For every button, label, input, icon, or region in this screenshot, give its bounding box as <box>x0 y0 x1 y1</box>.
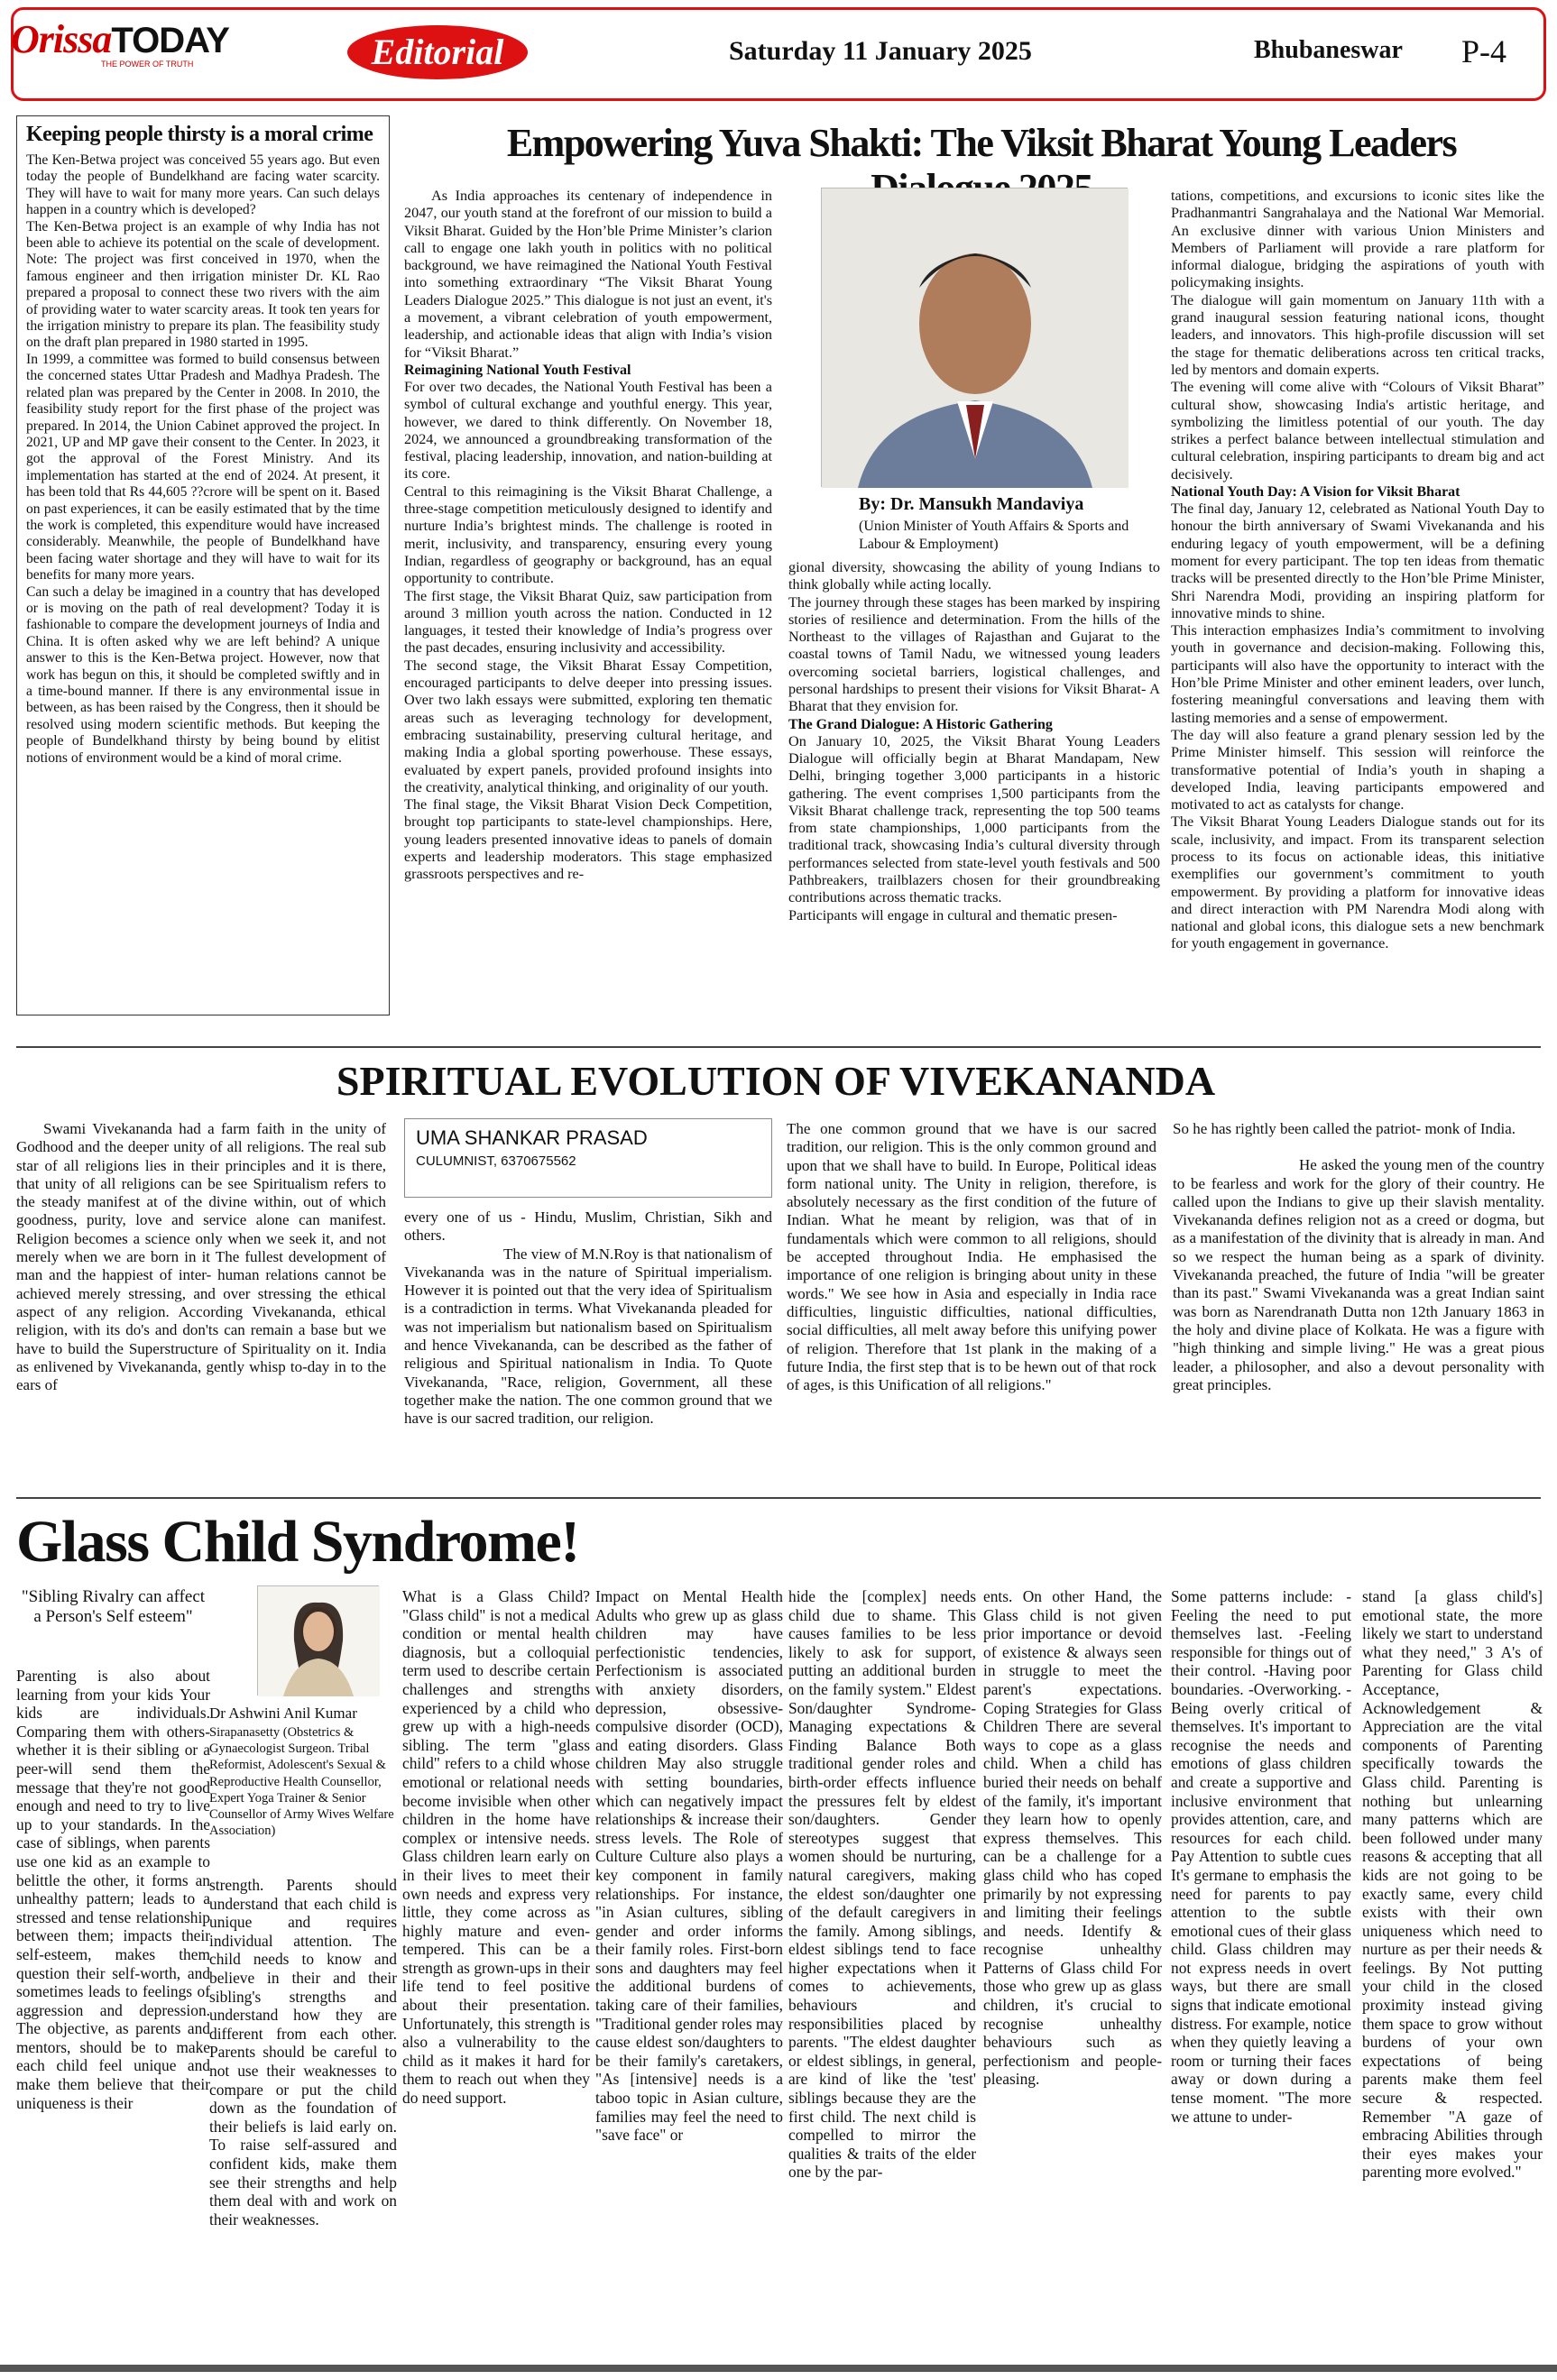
author-box <box>404 1118 772 1198</box>
viveka-para: Swami Vivekananda had a farm faith in the unity of Godhood and the deeper unity of all religions. The real sub star of all religions lies in their principles and it is there, that unity of all religions can be see Spiritualism refers to the steady manifest at of the divine within, out of which goodness, purity, love and service alone can manifest. Religion becomes a science only when we seek it, and not merely when we are born in it The fullest development of man and the happiest of inter- human relations cannot be achieved merely stressing, and over stressing the ethical aspect of any religion. According Vivekananda, ethical religion, with its do's and don'ts can remain a base but we have to build the Superstructure of Spirituality on it. India as enlivened by Vivekananda, gently whisp to-day in to the ears of <box>16 1120 386 1394</box>
logo-today: TODAY <box>111 21 229 60</box>
yuva-byline: By: Dr. Mansukh Mandaviya <box>859 494 1084 514</box>
glass-para: Parenting is also about learning from your kids Your kids are individuals. Comparing them with others-whether it is their sibling or a peer-will send them the message that they're not good enough and need to try to live up to your standards. In the case of siblings, when parents use one kid as an example to belittle the other, it forms an unhealthy pattern; leads to a stressed and tense relationship between them; impacts their self-esteem, makes them question their self-worth, and sometimes leads to feelings of aggression and depression. The objective, as parents and mentors, should be to make each child feel unique and make them believe that their uniqueness is their <box>16 1667 210 2112</box>
issue-date: Saturday 11 January 2025 <box>729 36 1032 66</box>
glass-para: Impact on Mental Health Adults who grew up as glass children may have perfectionistic tendencies, Perfectionism is associated with anxiety disorders, depression, obsessive-compulsive disorder (OCD), and eating disorders. Glass children May also struggle with setting boundaries, which can negatively impact relationships & increase their stress levels. The Role of Culture Culture also plays a key component in family relationships. For instance, "in Asian cultures, sibling gender and order informs their family roles. First-born sons and daughters may feel the additional burdens of taking care of their families, "Traditional gender roles may cause eldest son/daughters to be their family's caretakers, "As [intensive] needs is a taboo topic in Asian culture, families may feel the need to "save face" or <box>595 1587 783 2145</box>
glass-col7 <box>1171 1587 1351 2126</box>
portrait-icon <box>822 188 1129 488</box>
viveka-col3 <box>787 1120 1156 1394</box>
moral-para: Can such a delay be imagined in a country that has developed or is moving on the path of real development? Today it is fashionable to compare the development journeys of India and China. It is often asked why we are left behind? A unique answer to this is the Ken-Betwa project. However, now that work has begun on this, it should be completed swiftly and in a time-bound manner. If there is any environmental issue in between, as has been raised by the Congress, then it should be resolved using modern scientific methods. But keeping the people of Bundelkhand thirsty by being bound by elitist notions of environment would be a kind of moral crime. <box>26 584 380 766</box>
logo-name: Orissa <box>11 17 112 61</box>
moral-crime-article <box>16 115 390 1015</box>
viveka-para: The view of M.N.Roy is that nationalism of Vivekananda was in the nature of Spiritual imperialism. However it is pointed out that the very idea of Spiritualism is a contradiction in terms. What Vivekananda pleaded for was not imperialism but nationalism based on Spiritualism and hence Vivekananda, can be described as the father of religious and Spiritual nationalism in India. To Quote Vivekananda, "Race, religion, Government, all these together make the nation. The one common ground that we have is our sacred tradition, our religion. <box>404 1245 772 1428</box>
glass-para: strength. Parents should understand that each child is unique and requires individual attention. The child needs to know and believe in their and their sibling's strengths and understand how they are different from each other. Parents should be careful to not use their weaknesses to compare or put the child down as the foundation of their beliefs is laid early on. To raise self-assured and confident kids, make them see their strengths and help them deal with and work on their weaknesses. <box>209 1876 397 2228</box>
viveka-col2 <box>404 1208 772 1429</box>
moral-para: In 1999, a committee was formed to build consensus between the concerned states Uttar Pradesh and Madhya Pradesh. The related plan was prepared by the Center in 2008. In 2010, the feasibility study report for the first phase of the project was prepared. In 2014, the Union Cabinet approved the project. In 2021, UP and MP gave their consent to the Center. In 2023, it got the approval of the Forest Ministry. And its implementation has started at the end of 2024. At present, it has been told that Rs 44,605 ??crore will be spent on it. Based on past experiences, it can be easily estimated that by the time the work is completed, this expenditure would have increased considerably. Meanwhile, the people of Bundelkhand have been facing water shortage and they will have to wait for its benefits for many more years. <box>26 351 380 584</box>
logo-tagline: THE POWER OF TRUTH <box>101 60 194 69</box>
moral-para: The Ken-Betwa project was conceived 55 years ago. But even today the people of Bundelkhand are facing water scarcity. They will have to wait for many more years. Can such delays happen in a country which is developed? <box>26 152 380 218</box>
yuva-para: The day will also feature a grand plenary session led by the Prime Minister himself. This session will reinforce the transformative potential of India’s youth in shaping a developed India, leaving participants empowered and motivated to act as catalysts for change. <box>1171 726 1544 813</box>
glass-para: ents. On other Hand, the Glass child is not given prior importance or devoid of existence & always seen in struggle to meet the parent's expectations. Coping Strategies for Glass Children There are several ways to cope as a glass child. When a child has buried their needs on behalf of the family, it's important they learn how to openly express themselves. This can be a challenge for a glass child who has coped primarily by not expressing and limiting their feelings and needs. Identify & recognise unhealthy Patterns of Glass child For those who grew up as glass children, it's crucial to recognise unhealthy behaviours such as perfectionism and people-pleasing. <box>983 1587 1162 2089</box>
yuva-para: The final day, January 12, celebrated as National Youth Day to honour the birth anniversary of Swami Vivekananda and his enduring legacy of youth empowerment, will be a defining moment for every participant. The top ten ideas from thematic tracks will be presented directly to the Hon’ble Prime Minister, Shri Narendra Modi, providing an inspiring platform for innovative minds to shine. <box>1171 501 1544 621</box>
viveka-para: He asked the young men of the country to be fearless and work for the glory of their country. He called upon the Indians to give up their slavish mentality. Vivekananda defines religion not as a creed or dogma, but as a manifestation of the divinity that is already in man. And so we respect the human being as a spark of divinity. Vivekananda preached, the future of India "will be greater than its past." Swami Vivekananda was a great Indian saint was born as Narendranath Dutta non 12th January 1863 in the holy and divine place of Kolkata. He was a figure with "high thinking and simple living." He was a great pious leader, a philosopher, and also a devout personality with great principles. <box>1173 1156 1544 1393</box>
yuva-para: This interaction emphasizes India’s commitment to involving youth in governance and decision-making. Following this, participants will also have the opportunity to interact with the Hon’ble Prime Minister and other eminent leaders, over lunch, fostering meaningful conversations and leaving them with lasting memories and a sense of empowerment. <box>1171 622 1544 726</box>
yuva-para: The first stage, the Viksit Bharat Quiz, saw participation from around 3 million youth across the nation. Conducted in 12 languages, it tested their knowledge of India’s progress over the past decades, ensuring inclusivity and accessibility. <box>404 587 772 657</box>
glass-author-bio: Sirapanasetty (Obstetrics & Gynaecologist Surgeon. Tribal Reformist, Adolescent's Sexual & Reproductive Health Counsellor, Expert Yoga Trainer & Senior Counsellor of Army Wives Welfare Association) <box>209 1725 394 1839</box>
yuva-para: On January 10, 2025, the Viksit Bharat Young Leaders Dialogue will officially begin at Bharat Mandapam, New Delhi, bringing together 3,000 participants in a historic gathering. The event comprises 1,500 participants from the Viksit Bharat challenge track, representing the top 500 teams from state championships, 1,000 participants from the traditional track, showcasing India’s cultural diversity through performances selected from state-level youth festivals and 500 Pathbreakers, trailblazers chosen for their groundbreaking contributions across thematic tracks. <box>788 732 1160 906</box>
viveka-para: every one of us - Hindu, Muslim, Christian, Sikh and others. <box>404 1208 772 1245</box>
moral-crime-body <box>26 152 380 767</box>
yuva-para: The evening will come alive with “Colours of Viksit Bharat” cultural show, showcasing India's artistic heritage, and symbolizing the limitless potential of our youth. The day strikes a perfect balance between intellectual stimulation and cultural celebration, inspiring participants to dream big and act decisively. <box>1171 379 1544 482</box>
yuva-headline: Empowering Yuva Shakti: The Viksit Bharat Young Leaders <box>506 121 1457 165</box>
vivekananda-headline: SPIRITUAL EVOLUTION OF VIVEKANANDA <box>336 1058 1216 1104</box>
section-divider <box>16 1497 1541 1499</box>
glass-pullquote: "Sibling Rivalry can affect a Person's Self esteem" <box>21 1587 206 1626</box>
yuva-para: For over two decades, the National Youth Festival has been a symbol of cultural exchange and youthful energy. This year, however, we dared to think differently. On November 18, 2024, we announced a groundbreaking transformation of the festival, placing leadership, innovation, and nation-building at its core. <box>404 378 772 482</box>
glass-col1 <box>16 1667 210 2112</box>
viveka-author-sub: CULUMNIST, 6370675562 <box>416 1153 576 1169</box>
section-divider <box>16 1046 1541 1048</box>
yuva-subhead: National Youth Day: A Vision for Viksit Bharat <box>1171 484 1460 501</box>
yuva-para: Central to this reimagining is the Viksit Bharat Challenge, a three-stage competition meticulously designed to identify and nurture India’s brightest minds. The challenge is rooted in merit, inclusivity, and transparency, ensuring every young Indian, regardless of geography or background, has an equal opportunity to contribute. <box>404 482 772 587</box>
footer-rule <box>0 2365 1557 2372</box>
moral-crime-title: Keeping people thirsty is a moral crime <box>26 123 373 146</box>
yuva-col3 <box>1171 188 1544 953</box>
glass-para: Some patterns include: -Feeling the need to put themselves last. -Feeling responsible for things out of their control. -Having poor boundaries. -Overworking. -Being overly critical of themselves. It's important to recognise the needs and emotions of glass children and create a supportive and inclusive environment that provides attention, care, and resources for each child. Pay Attention to subtle cues It's germane to emphasis the need for parents to pay attention to the subtle emotional cues of their glass child. Glass children may not express needs in overt ways, but there are small signs that indicate emotional distress. For example, notice when they quietly leaving a room or turning their faces away or down during a tense moment. "The more we attune to under- <box>1171 1587 1351 2126</box>
yuva-para: The Viksit Bharat Young Leaders Dialogue stands out for its scale, inclusivity, and impact. From its transparent selection process to its focus on actionable ideas, this initiative exemplifies our government’s commitment to youth empowerment. By providing a platform for innovative ideas and direct interaction with PM Narendra Modi along with national and global icons, this dialogue sets a new benchmark for youth engagement in governance. <box>1171 813 1544 952</box>
glass-col4 <box>595 1587 783 2145</box>
moral-para: The Ken-Betwa project is an example of why India has not been able to achieve its potential on the scale of development. Note: The project was first conceived in 1970, when the famous engineer and then irrigation minister Dr. KL Rao prepared a proposal to connect these two rivers with the aim of providing water to water scarcity areas. It took ten years for the irrigation ministry to prepare its plan. The feasibility study on the draft plan prepared in 1980 started in 1995. <box>26 218 380 351</box>
yuva-col1 <box>404 188 772 884</box>
yuva-para: The journey through these stages has been marked by inspiring stories of resilience and determination. From the hills of the Northeast to the villages of Rajasthan and Gujarat to the coastal towns of Tamil Nadu, we witnessed young leaders overcoming societal barriers, logistical challenges, and personal hardships to present their visions for Viksit Bharat- A Bharat that they envision for. <box>788 593 1160 715</box>
edition-city: Bhubaneswar <box>1254 36 1403 64</box>
viveka-para: So he has rightly been called the patriot- monk of India. <box>1173 1120 1516 1137</box>
yuva-para: The dialogue will gain momentum on January 11th with a grand inaugural session featuring national icons, thought leaders, and innovators. This high-profile discussion will set the stage for thematic deliberations across ten critical tracks, led by mentors and domain experts. <box>1171 291 1544 378</box>
glass-col2 <box>209 1876 397 2228</box>
glass-para: hide the [complex] needs child due to shame. This causes families to be less likely to ask for support, putting an additional burden on the family system." Eldest Son/daughter Syndrome-Managing expectations & Finding Balance Both traditional gender roles and birth-order effects influence the pressures felt by eldest son/daughters. Gender stereotypes suggest that women should be nurturing, natural caregivers, making the eldest son/daughter one of the default caregivers in the family. Among siblings, eldest siblings tend to face higher expectations when it comes to achievements, behaviours and responsibilities placed by parents. "The eldest daughter or eldest siblings, in general, are kind of like the 'test' siblings because they are the first child. The next child is compelled to mirror the qualities & traits of the elder one by the par- <box>788 1587 976 2182</box>
yuva-subhead: Reimagining National Youth Festival <box>404 362 631 378</box>
author-photo-ashwini <box>257 1585 379 1695</box>
yuva-para: Participants will engage in cultural and thematic presen- <box>788 906 1118 924</box>
glass-col6 <box>983 1587 1162 2089</box>
yuva-para: gional diversity, showcasing the ability of young Indians to think globally while acting locally. <box>788 559 1160 593</box>
yuva-col2 <box>788 559 1160 924</box>
yuva-para: tations, competitions, and excursions to iconic sites like the Pradhanmantri Sangrahalaya and the National War Memorial. An exclusive dinner with various Union Ministers and Members of Parliament will provide a rare platform for informal dialogue, bridging the aspirations of youth with policymaking insights. <box>1171 188 1544 291</box>
glass-para: What is a Glass Child? "Glass child" is not a medical condition or mental health diagnosis, but a colloquial term used to describe certain challenges and strengths experienced by a child who grew up with a high-needs sibling. The term "glass child" refers to a child whose emotional or relational needs become invisible when other children in the home have complex or intensive needs. Glass children learn early on in their lives to meet their own needs and express very little, they come across as highly mature and even-tempered. This can be a strength as grown-ups in their life tend to feel positive about their presentation. Unfortunately, this strength is also a vulnerability to the child as it makes it hard for them to reach out when they do need support. <box>402 1587 590 2108</box>
page-number: P-4 <box>1461 33 1507 69</box>
yuva-para: As India approaches its centenary of independence in 2047, our youth stand at the forefront of our mission to build a Viksit Bharat. Guided by the Hon’ble Prime Minister’s clarion call to engage one lakh youth in politics with no political background, we have reimagined the National Youth Festival into something extraordinary “The Viksit Bharat Young Leaders Dialogue 2025.” This dialogue is not just an event, it's a movement, a vibrant celebration of youth empowerment, leadership, and actionable ideas that align with India’s vision for “Viksit Bharat.” <box>404 188 772 361</box>
glass-col5 <box>788 1587 976 2182</box>
portrait-icon <box>258 1586 380 1696</box>
yuva-designation: (Union Minister of Youth Affairs & Sports and Labour & Employment) <box>859 519 1129 552</box>
glass-child-headline: Glass Child Syndrome! <box>16 1509 579 1575</box>
yuva-para: The second stage, the Viksit Bharat Essay Competition, encouraged participants to delve deeper into pressing issues. Over two lakh essays were submitted, exploring ten thematic areas such as leveraging technology for development, embracing sustainability, preserving cultural heritage, and making India a global sporting powerhouse. These essays, evaluated by expert panels, provided profound insights into the creativity, analytical thinking, and originality of our youth. <box>404 657 772 795</box>
yuva-para: The final stage, the Viksit Bharat Vision Deck Competition, brought top participants to state-level championships. Here, young leaders presented innovative ideas to panels of domain experts and leadership moderators. This stage emphasized grassroots perspectives and re- <box>404 796 772 883</box>
viveka-author: UMA SHANKAR PRASAD <box>416 1126 648 1149</box>
viveka-col4 <box>1173 1120 1544 1394</box>
yuva-subhead: The Grand Dialogue: A Historic Gathering <box>788 716 1053 732</box>
glass-para: stand [a glass child's] emotional state, the more likely we start to understand what they need," 3 A's of Parenting for Glass child Acceptance, Acknowledgement & Appreciation are the vital components of Parenting specifically towards the Glass child. Parenting is nothing but unlearning many patterns which are been followed under many reasons & accepting that all kids are not going to be exactly same, every child exists with their own uniqueness which need to nurture as per their needs & feelings. By Not putting your child in the closed proximity instead giving them space to grow without burdens of your own expectations of being parents make them feel secure & respected. Remember "A gaze of embracing Abilities through their eyes makes your parenting more evolved." <box>1362 1587 1543 2182</box>
orissa-today-logo[interactable] <box>11 16 229 62</box>
glass-col8 <box>1362 1587 1543 2182</box>
section-label: Editorial <box>347 25 528 79</box>
glass-col3 <box>402 1587 590 2108</box>
glass-author: Dr Ashwini Anil Kumar <box>209 1705 357 1722</box>
viveka-para: The one common ground that we have is our sacred tradition, our religion. This is the only common ground and upon that we shall have to build. In Europe, Political ideas form national unity. The Unity in religion, therefore, is absolutely necessary as the first condition of the future of Indian. What he meant by religion, was that of in fundamentals which were common to all religions, should be accepted throughout India. He emphasised the importance of one religion is bringing about unity in these words." We see how in Asia and especially in India race difficulties, linguistic difficulties, national difficulties, social difficulties, all melt away before this unifying power of religion. Therefore that 1st plank in the making of a future India, the first step that is to be hewn out of that rock of ages, is this Unification of all religions." <box>787 1120 1156 1394</box>
viveka-col1 <box>16 1120 386 1394</box>
author-photo-mandaviya <box>821 188 1128 487</box>
